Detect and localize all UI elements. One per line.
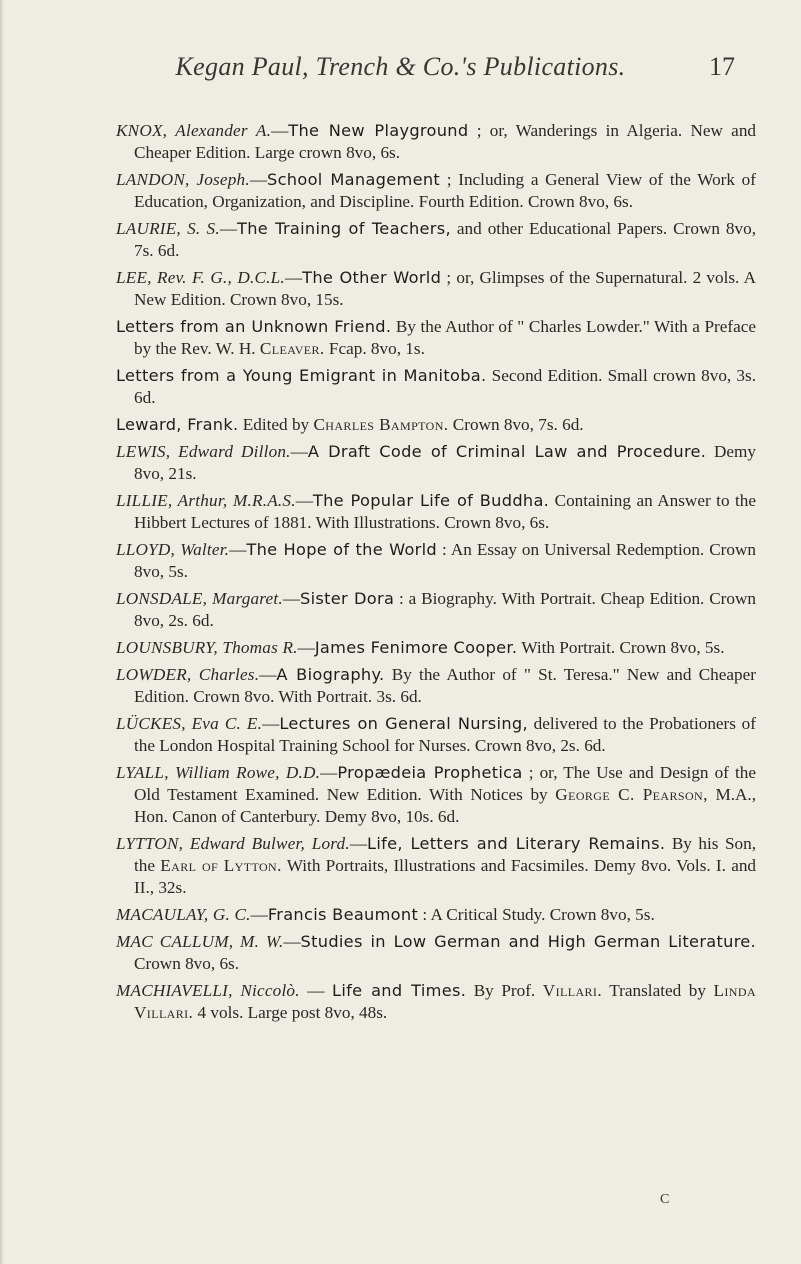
entry-details: With Portraits, Illustrations and Facsimiles. Demy 8vo. Vols. I. and II., 32s.: [134, 856, 757, 897]
entry-work-title: A Draft Code of Criminal Law and Procedure.: [307, 442, 707, 461]
entry-author: MAC CALLUM, M. W.: [116, 932, 284, 951]
catalogue-entry: [116, 267, 756, 311]
catalogue-entry: [116, 441, 756, 485]
entry-details: By the Author of " Charles Lowder." With a Preface by the Rev. W. H.: [134, 317, 757, 358]
entry-work-title: The New Playground: [288, 121, 469, 140]
entry-work-title: A Biography.: [276, 665, 385, 684]
entry-details: : a Biography. With Portrait. Cheap Edition. Crown 8vo, 2s. 6d.: [134, 589, 756, 630]
entry-separator: —: [299, 981, 333, 1000]
entry-work-title: The Hope of the World: [246, 540, 438, 559]
entry-separator: —: [219, 219, 238, 238]
entry-details: Demy 8vo, 21s.: [134, 442, 756, 483]
entry-details: Crown 8vo, 6s.: [134, 954, 240, 973]
entry-details-smallcaps: Cleaver.: [259, 339, 325, 358]
entry-separator: —: [349, 834, 368, 853]
catalogue-entry: [116, 664, 756, 708]
entry-separator: —: [229, 540, 247, 559]
entry-work-title: Propædeia Prophetica: [337, 763, 523, 782]
entry-author: LYALL, William Rowe, D.D.: [116, 763, 321, 782]
entry-work-title: School Management: [267, 170, 441, 189]
catalogue-entry: [116, 833, 756, 899]
catalogue-entry: [116, 980, 756, 1024]
entry-details: 4 vols. Large post 8vo, 48s.: [197, 1003, 388, 1022]
entry-details: ; or, Wanderings in Algeria. New and Cheaper Edition. Large crown 8vo, 6s.: [134, 121, 757, 162]
catalogue-entry: [116, 931, 756, 975]
entry-separator: —: [283, 932, 301, 951]
entry-details: Edited by: [242, 415, 310, 434]
entry-separator: —: [320, 763, 338, 782]
entry-separator: —: [271, 121, 289, 140]
entry-details-smallcaps: George C. Pearson,: [555, 785, 708, 804]
entry-details: Translated by: [609, 981, 706, 1000]
entry-work-title: Life and Times.: [332, 981, 467, 1000]
entry-author: LÜCKES, Eva C. E.: [116, 714, 263, 733]
entry-work-title: The Other World: [302, 268, 442, 287]
entry-details: Containing an Answer to the Hibbert Lectures of 1881. With Illustrations. Crown 8vo, 6s.: [134, 491, 757, 532]
entry-author: LEWIS, Edward Dillon.: [116, 442, 291, 461]
catalogue-entry: [116, 414, 756, 436]
entry-author: LONSDALE, Margaret.: [116, 589, 283, 608]
entry-details: By Prof.: [473, 981, 536, 1000]
catalogue-entry: [116, 490, 756, 534]
entry-author: MACAULAY, G. C.: [116, 905, 251, 924]
entry-work-title: The Popular Life of Buddha.: [312, 491, 550, 510]
entry-separator: —: [284, 268, 303, 287]
entry-details: Crown 8vo, 7s. 6d.: [452, 415, 584, 434]
entry-details: By his Son, the: [134, 834, 756, 875]
entry-author: LAURIE, S. S.: [116, 219, 220, 238]
entry-details: With Portrait. Crown 8vo, 5s.: [521, 638, 725, 657]
entry-separator: —: [262, 714, 280, 733]
catalogue-entry: [116, 713, 756, 757]
entry-separator: —: [259, 665, 277, 684]
entry-details: By the Author of " St. Teresa." New and Cheaper Edition. Crown 8vo. With Portrait. 3s. 6d.: [134, 665, 756, 706]
entry-work-title: Leward, Frank.: [116, 415, 239, 434]
catalogue-entries: [116, 120, 756, 1029]
entry-author: LANDON, Joseph.: [116, 170, 250, 189]
entry-work-title: Letters from an Unknown Friend.: [116, 317, 392, 336]
entry-separator: —: [290, 442, 308, 461]
running-head: [0, 52, 801, 92]
entry-work-title: Studies in Low German and High German Literature.: [300, 932, 757, 951]
entry-separator: —: [249, 170, 268, 189]
entry-author: LLOYD, Walter.: [116, 540, 230, 559]
entry-details: M.A., Hon. Canon of Canterbury. Demy 8vo, 10s. 6d.: [134, 785, 757, 826]
entry-author: LOWDER, Charles.: [116, 665, 260, 684]
entry-author: LYTTON, Edward Bulwer, Lord.: [116, 834, 350, 853]
entry-author: LOUNSBURY, Thomas R.: [116, 638, 298, 657]
entry-separator: —: [250, 905, 268, 924]
entry-work-title: Francis Beaumont: [267, 905, 419, 924]
entry-author: KNOX, Alexander A.: [116, 121, 272, 140]
catalogue-entry: [116, 539, 756, 583]
entry-details-smallcaps: Villari.: [542, 981, 603, 1000]
running-title: Kegan Paul, Trench & Co.'s Publications.: [175, 52, 626, 81]
catalogue-entry: [116, 637, 756, 659]
entry-work-title: Life, Letters and Literary Remains.: [367, 834, 666, 853]
entry-work-title: Letters from a Young Emigrant in Manitoba.: [116, 366, 487, 385]
entry-work-title: The Training of Teachers,: [237, 219, 451, 238]
page-number: 17: [709, 52, 735, 81]
catalogue-entry: [116, 904, 756, 926]
entry-details: ; or, Glimpses of the Supernatural. 2 vols. A New Edition. Crown 8vo, 15s.: [134, 268, 757, 309]
entry-details: : A Critical Study. Crown 8vo, 5s.: [422, 905, 655, 924]
catalogue-entry: [116, 762, 756, 828]
entry-details: Second Edition. Small crown 8vo, 3s. 6d.: [134, 366, 757, 407]
entry-details: Fcap. 8vo, 1s.: [328, 339, 425, 358]
entry-work-title: Sister Dora: [300, 589, 395, 608]
entry-separator: —: [282, 589, 301, 608]
entry-details-smallcaps: Linda Villari.: [134, 981, 757, 1022]
catalogue-entry: [116, 218, 756, 262]
entry-work-title: James Fenimore Cooper.: [314, 638, 518, 657]
entry-details-smallcaps: Charles Bampton.: [313, 415, 449, 434]
page-edge: [0, 0, 4, 1264]
entry-details: ; Including a General View of the Work of Education, Organization, and Discipline. Fourth Edition. Crown 8vo, 6s.: [134, 170, 756, 211]
catalogue-entry: [116, 316, 756, 360]
entry-work-title: Lectures on General Nursing,: [279, 714, 528, 733]
entry-author: LEE, Rev. F. G., D.C.L.: [116, 268, 285, 287]
catalogue-entry: [116, 588, 756, 632]
signature-mark: C: [660, 1192, 670, 1207]
entry-details: : An Essay on Universal Redemption. Crown 8vo, 5s.: [134, 540, 756, 581]
entry-details: ; or, The Use and Design of the Old Testament Examined. New Edition. With Notices by: [134, 763, 756, 804]
catalogue-entry: [116, 365, 756, 409]
catalogue-entry: [116, 120, 756, 164]
catalogue-entry: [116, 169, 756, 213]
entry-separator: —: [295, 491, 313, 510]
entry-details: and other Educational Papers. Crown 8vo, 7s. 6d.: [134, 219, 757, 260]
entry-author: MACHIAVELLI, Niccolò.: [116, 981, 300, 1000]
entry-details-smallcaps: Earl of Lytton.: [160, 856, 282, 875]
entry-details: delivered to the Probationers of the London Hospital Training School for Nurses. Crown 8vo, 2s. 6d.: [134, 714, 756, 755]
entry-author: LILLIE, Arthur, M.R.A.S.: [116, 491, 296, 510]
entry-separator: —: [297, 638, 315, 657]
